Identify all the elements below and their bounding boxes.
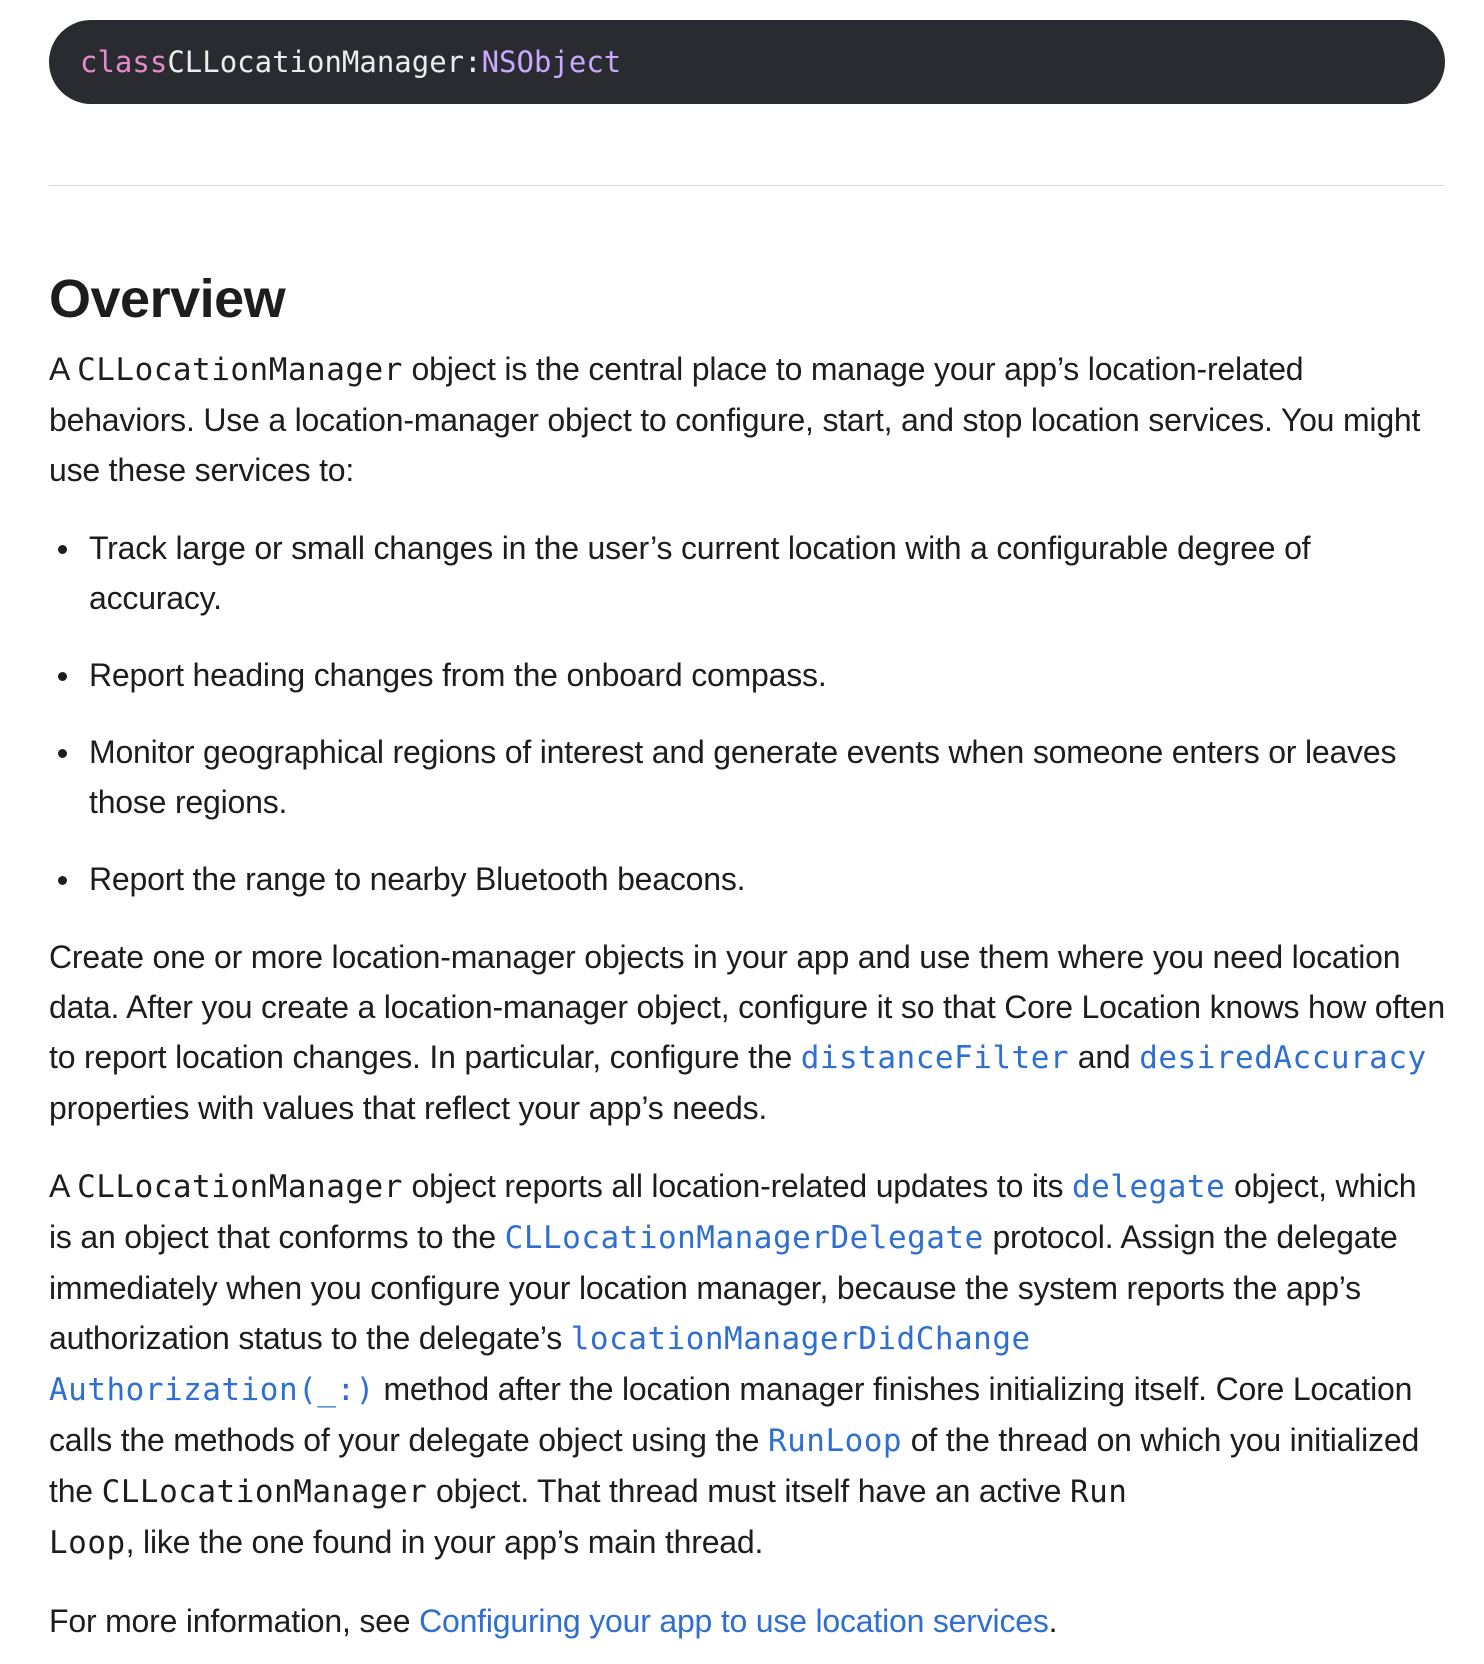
list-item-text: Report heading changes from the onboard compass. [89, 657, 827, 693]
bullet-icon [58, 545, 67, 554]
text-run: properties with values that reflect your app’s needs. [49, 1090, 768, 1126]
text-run: method after the location manager finishes initializing itself. Core Location calls the methods of your delegate object using the [49, 1371, 1413, 1458]
overview-intro-paragraph [49, 344, 1445, 495]
cllocationmanagerdelegate-code: CLLocationManagerDelegate [504, 1220, 984, 1256]
cllocationmanagerdelegate-link[interactable] [505, 1219, 984, 1255]
list-item [89, 523, 1445, 623]
declaration-keyword: class [80, 45, 168, 79]
text-run: , like the one found in your app’s main thread. [125, 1524, 764, 1560]
did-change-authorization-code-part1: locationManagerDidChange [570, 1321, 1031, 1357]
delegate-paragraph [49, 1161, 1445, 1568]
delegate-code: delegate [1071, 1169, 1226, 1205]
overview-heading: Overview [49, 269, 286, 329]
text-run: of the thread on which you initialized the [49, 1422, 1420, 1509]
text-run: object. That thread must itself have an active [427, 1473, 1070, 1509]
text-run: A [49, 351, 78, 387]
text-run: object is the central place to manage your app’s location-related behaviors. Use a location-manager object to configure, start, and stop location services. You might use these services to: [49, 351, 1421, 488]
list-item [89, 727, 1445, 827]
distance-filter-code: distanceFilter [800, 1040, 1070, 1076]
inline-code-runloop-part2: Loop [49, 1525, 126, 1561]
delegate-link[interactable] [1072, 1168, 1225, 1204]
text-run: object reports all location-related updates to its [402, 1168, 1072, 1204]
text-run: Create one or more location-manager objects in your app and use them where you need location data. After you create a location-manager object, configure it so that Core Location knows how often to report location changes. In particular, configure the [49, 939, 1445, 1075]
text-run: object, which is an object that conforms to the [49, 1168, 1417, 1255]
inline-code-cllocationmanager: CLLocationManager [77, 352, 403, 388]
configuring-location-services-link[interactable]: Configuring your app to use location services [419, 1603, 1049, 1639]
desired-accuracy-code: desiredAccuracy [1139, 1040, 1427, 1076]
distance-filter-link[interactable] [801, 1039, 1069, 1075]
text-run: A [49, 1168, 78, 1204]
list-item-text: Track large or small changes in the user’s current location with a configurable degree of accuracy. [89, 530, 1311, 616]
did-change-authorization-code-part2: Authorization(_:) [49, 1372, 375, 1408]
desired-accuracy-link[interactable] [1139, 1039, 1426, 1075]
section-divider [49, 185, 1445, 186]
declaration-class-name: CLLocationManager [167, 45, 465, 79]
text-run: . [1048, 1603, 1058, 1639]
more-info-paragraph [49, 1596, 1445, 1646]
inline-code-cllocationmanager: CLLocationManager [101, 1474, 428, 1510]
declaration-code-block [49, 20, 1445, 104]
bullet-icon [58, 672, 67, 681]
list-item [89, 650, 1445, 700]
declaration-separator: : [464, 45, 482, 79]
configuration-paragraph [49, 932, 1445, 1133]
text-run: and [1069, 1039, 1140, 1075]
list-item-text: Report the range to nearby Bluetooth beacons. [89, 861, 746, 897]
inline-code-runloop-part1: Run [1069, 1474, 1128, 1510]
list-item-text: Monitor geographical regions of interest and generate events when someone enters or leaves those regions. [89, 734, 1397, 820]
services-list [49, 523, 1445, 904]
text-run: protocol. Assign the delegate immediately when you configure your location manager, because the system reports the app’s authorization status to the delegate’s [49, 1219, 1398, 1356]
declaration-superclass-link[interactable]: NSObject [481, 45, 622, 79]
overview-section [49, 262, 1445, 1646]
runloop-link[interactable] [768, 1422, 902, 1458]
text-run: For more information, see [49, 1603, 420, 1639]
bullet-icon [58, 749, 67, 758]
list-item [89, 854, 1445, 904]
runloop-code: RunLoop [767, 1423, 903, 1459]
bullet-icon [58, 876, 67, 885]
inline-code-cllocationmanager: CLLocationManager [77, 1169, 403, 1205]
